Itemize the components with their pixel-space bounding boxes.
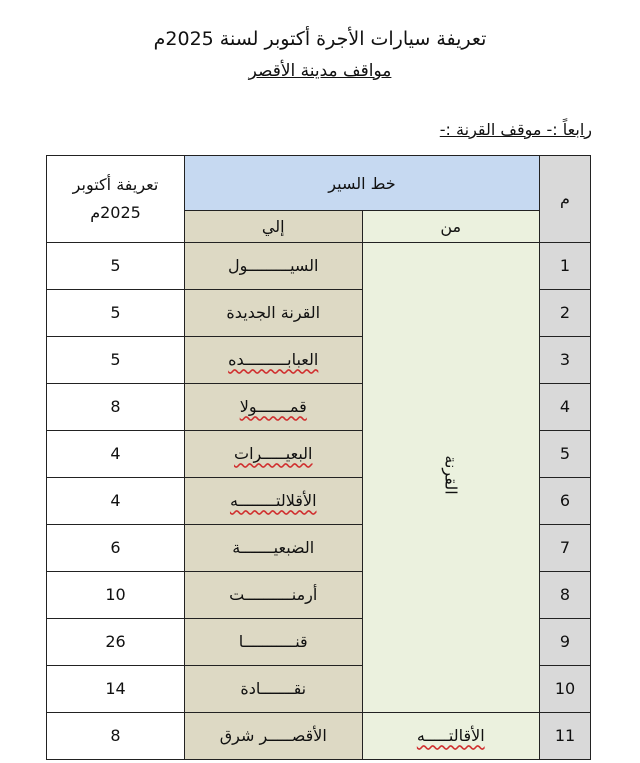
to-cell: أرمنــــــــــت (185, 571, 363, 618)
fare-cell: 10 (47, 571, 185, 618)
to-cell: الأقصـــــر شرق (185, 712, 363, 759)
page-title: تعريفة سيارات الأجرة أكتوبر لسنة 2025م (153, 28, 487, 50)
to-cell: قمـــــــولا (185, 383, 363, 430)
row-number: 9 (540, 618, 591, 665)
fare-table (46, 155, 591, 760)
col-header-from: من (362, 211, 540, 243)
to-cell: الضبعيـــــــة (185, 524, 363, 571)
to-cell: العبابـــــــــده (185, 336, 363, 383)
table-row (47, 712, 591, 759)
to-cell: القرنة الجديدة (185, 289, 363, 336)
row-number: 2 (540, 289, 591, 336)
fare-cell: 14 (47, 665, 185, 712)
row-number: 5 (540, 430, 591, 477)
row-number: 1 (540, 242, 591, 289)
table-row (47, 242, 591, 289)
row-number: 7 (540, 524, 591, 571)
fare-cell: 5 (47, 242, 185, 289)
fare-cell: 8 (47, 383, 185, 430)
fare-cell: 4 (47, 477, 185, 524)
row-number: 6 (540, 477, 591, 524)
row-number: 3 (540, 336, 591, 383)
col-header-to: إلي (185, 211, 363, 243)
col-header-route: خط السير (185, 156, 540, 211)
to-cell: قنـــــــــــا (185, 618, 363, 665)
col-header-number: م (540, 156, 591, 243)
fare-cell: 4 (47, 430, 185, 477)
from-cell-merged (362, 242, 540, 712)
fare-cell: 8 (47, 712, 185, 759)
from-cell: الأقالتـــــه (362, 712, 540, 759)
row-number: 8 (540, 571, 591, 618)
to-cell: نقـــــــادة (185, 665, 363, 712)
fare-cell: 6 (47, 524, 185, 571)
fare-cell: 5 (47, 336, 185, 383)
from-label: القرنة (441, 455, 461, 495)
to-cell: البعيـــــرات (185, 430, 363, 477)
row-number: 11 (540, 712, 591, 759)
col-header-fare: تعريفة أكتوبر 2025م (47, 156, 185, 243)
fare-cell: 5 (47, 289, 185, 336)
section-heading: رابعاً :- موقف القرنة :- (439, 120, 592, 139)
page-subtitle: مواقف مدينة الأقصر (248, 61, 392, 81)
to-cell: الأقلالتــــــــه (185, 477, 363, 524)
row-number: 4 (540, 383, 591, 430)
to-cell: السيـــــــــول (185, 242, 363, 289)
fare-cell: 26 (47, 618, 185, 665)
row-number: 10 (540, 665, 591, 712)
